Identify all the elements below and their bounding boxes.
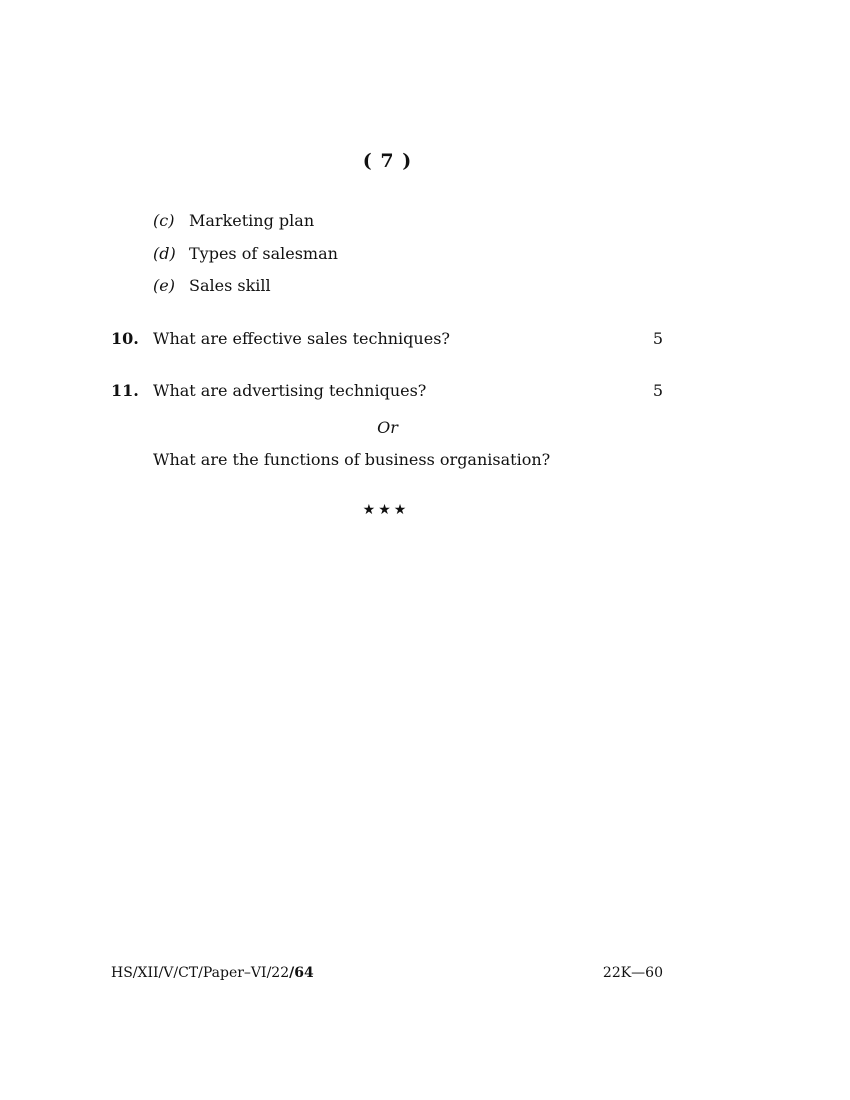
sub-item-text: Sales skill	[189, 276, 271, 295]
or-separator: Or	[377, 418, 398, 437]
footer-code-bold: /64	[289, 965, 314, 981]
sub-item-text: Types of salesman	[189, 244, 338, 263]
question-text: What are advertising techniques?	[153, 381, 427, 400]
page-number: ( 7 )	[362, 150, 413, 172]
sub-item-marker: (c)	[153, 211, 175, 230]
question-10	[111, 329, 663, 348]
question-number: 10.	[111, 329, 139, 348]
sub-item-e	[153, 276, 271, 295]
footer-paper-code	[111, 965, 314, 981]
sub-item-d	[153, 244, 338, 263]
sub-item-text: Marketing plan	[189, 211, 315, 230]
footer-code-text: HS/XII/V/CT/Paper–VI/22	[111, 965, 290, 981]
alternative-question: What are the functions of business organisation?	[153, 450, 551, 469]
end-of-paper-stars: ★★★	[362, 502, 410, 518]
question-marks: 5	[652, 329, 663, 348]
sub-item-marker: (e)	[153, 276, 175, 295]
footer-batch-code: 22K—60	[602, 965, 663, 981]
sub-item-c	[153, 211, 314, 230]
question-marks: 5	[652, 381, 663, 400]
question-text: What are effective sales techniques?	[153, 329, 450, 348]
sub-item-marker: (d)	[153, 244, 176, 263]
question-number: 11.	[111, 381, 139, 400]
question-11	[111, 381, 663, 400]
